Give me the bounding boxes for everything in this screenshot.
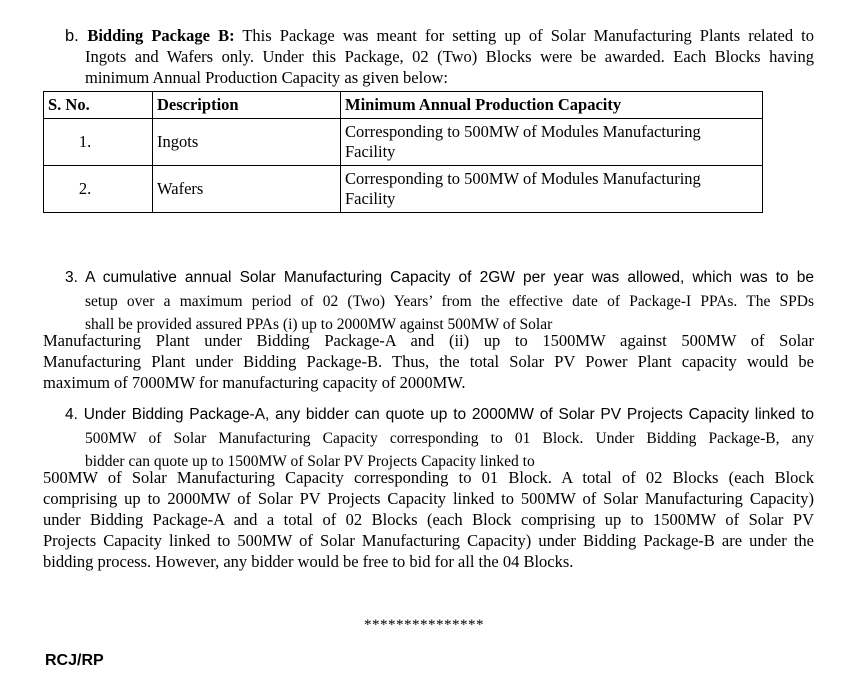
section-b-line-1 [65,26,814,46]
table-row [44,166,763,213]
section-b-text: This Package was meant for setting up of Solar Manufacturing Plants related to [234,26,814,45]
para4-line-5: comprising up to 2000MW of Solar PV Projects Capacity linked to 500MW of Solar Manufacturing Capacity) [43,489,814,508]
section-b-line-3: minimum Annual Production Capacity as given below: [85,68,448,87]
header-sno: S. No. [44,92,153,119]
cell-capacity-line-2: Facility [345,142,396,161]
para3-line-2: setup over a maximum period of 02 (Two) Years’ from the effective date of Package-I PPAs. The SPDs [85,293,814,310]
para4-line-6: under Bidding Package-A and a total of 02 Blocks (each Block comprising up to 1500MW of Solar PV [43,510,814,529]
para3-line-4: Manufacturing Plant under Bidding Package-A and (ii) up to 1500MW against 500MW of Solar [43,331,814,350]
para4-line-3: bidder can quote up to 1500MW of Solar PV Projects Capacity linked to [85,453,535,470]
cell-sno: 2. [44,166,153,213]
para4-line-1: 4. Under Bidding Package-A, any bidder can quote up to 2000MW of Solar PV Projects Capacity linked to [65,406,814,423]
para4-line-2: 500MW of Solar Manufacturing Capacity corresponding to 01 Block. Under Bidding Package-B, any [85,430,814,447]
header-description: Description [153,92,341,119]
table-row [44,119,763,166]
cell-capacity-line-1: Corresponding to 500MW of Modules Manufacturing [345,122,701,141]
separator-stars: *************** [364,617,484,633]
section-b-title: Bidding Package B: [87,26,235,45]
para3-line-1: 3. A cumulative annual Solar Manufacturing Capacity of 2GW per year was allowed, which was to be [65,269,814,286]
footer-reference: RCJ/RP [45,652,104,669]
para3-line-6: maximum of 7000MW for manufacturing capacity of 2000MW. [43,373,466,392]
cell-sno: 1. [44,119,153,166]
section-b-label: b. [65,27,88,45]
cell-description: Ingots [153,119,341,166]
cell-description: Wafers [153,166,341,213]
para4-line-7: Projects Capacity linked to 500MW of Solar Manufacturing Capacity) under Bidding Package-B are under the [43,531,814,550]
capacity-table [43,91,763,213]
cell-capacity [341,119,763,166]
cell-capacity-line-2: Facility [345,189,396,208]
para4-line-8: bidding process. However, any bidder would be free to bid for all the 04 Blocks. [43,552,574,571]
para3-line-5: Manufacturing Plant under Bidding Package-B. Thus, the total Solar PV Power Plant capacity would be [43,352,814,371]
header-capacity: Minimum Annual Production Capacity [341,92,763,119]
section-b-line-2: Ingots and Wafers only. Under this Package, 02 (Two) Blocks were be awarded. Each Blocks having [85,47,814,66]
table-header-row [44,92,763,119]
para3-line-3: shall be provided assured PPAs (i) up to 2000MW against 500MW of Solar [85,316,553,333]
cell-capacity-line-1: Corresponding to 500MW of Modules Manufacturing [345,169,701,188]
cell-capacity [341,166,763,213]
para4-line-4: 500MW of Solar Manufacturing Capacity corresponding to 01 Block. A total of 02 Blocks (each Block [43,468,814,487]
